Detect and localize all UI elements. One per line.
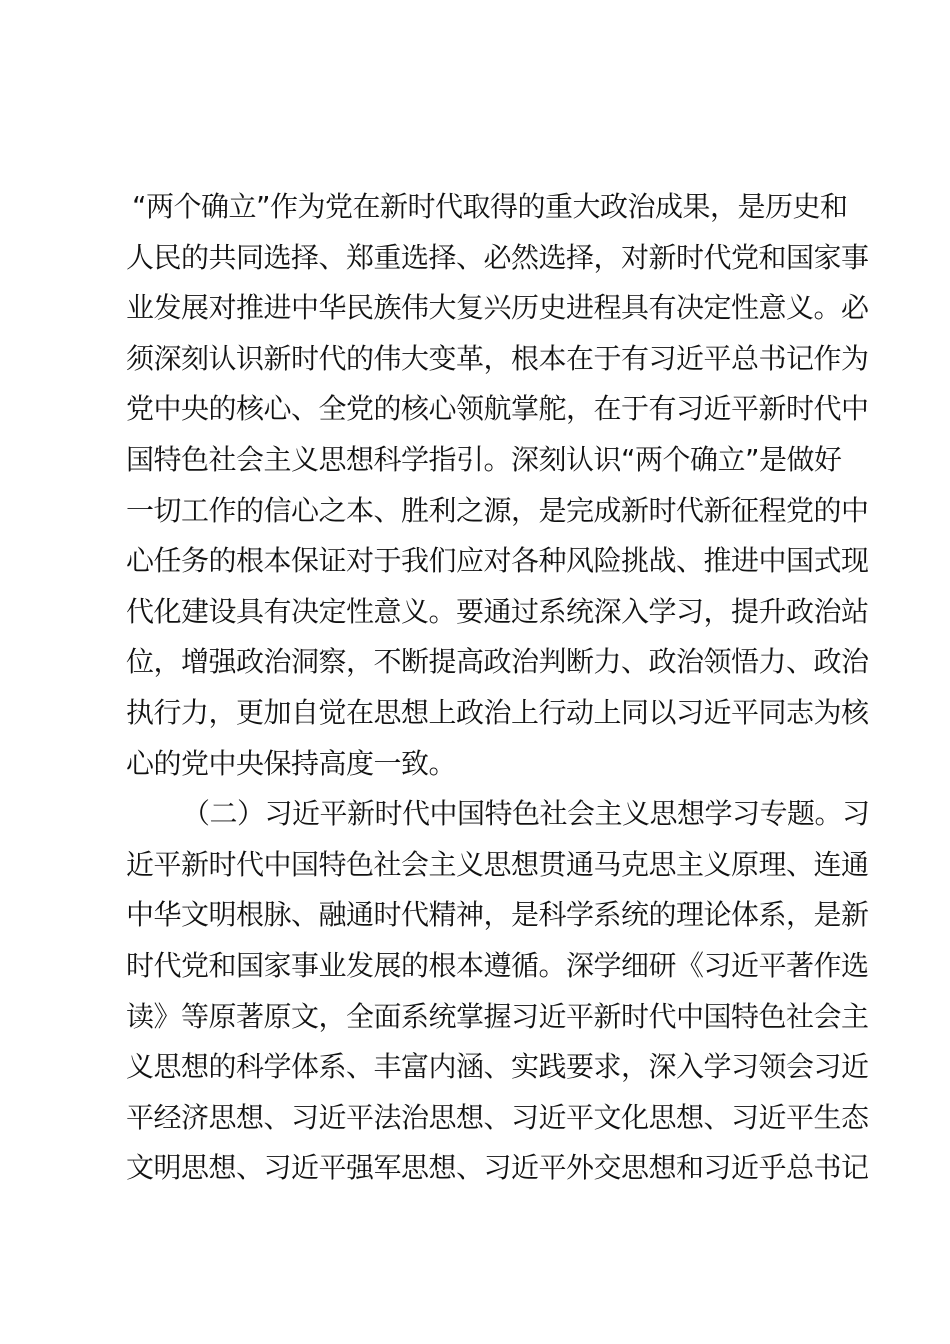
paragraph-line: 中华文明根脉、融通时代精神，是科学系统的理论体系，是新: [126, 898, 869, 932]
paragraph-line: 义思想的科学体系、丰富内涵、实践要求，深入学习领会习近: [126, 1050, 869, 1084]
paragraph-line: 一切工作的信心之本、胜利之源，是完成新时代新征程党的中: [126, 493, 869, 527]
paragraph-line: 代化建设具有决定性意义。要通过系统深入学习，提升政治站: [126, 594, 869, 628]
paragraph-line: 心的党中央保持高度一致。: [126, 746, 457, 780]
paragraph-2: [126, 789, 870, 1194]
paragraph-line: 近平新时代中国特色社会主义思想贯通马克思主义原理、连通: [126, 847, 869, 881]
paragraph-line: 文明思想、习近平强军思想、习近平外交思想和习近乎总书记: [126, 1151, 869, 1185]
paragraph-line: “两个确立”作为党在新时代取得的重大政治成果，是历史和: [132, 190, 848, 223]
paragraph-line: 党中央的核心、全党的核心领航掌舵，在于有习近平新时代中: [126, 392, 869, 426]
paragraph-line: 时代党和国家事业发展的根本遵循。深学细研《习近平著作选: [126, 948, 869, 982]
paragraph-line: 位，增强政治洞察，不断提高政治判断力、政治领悟力、政治: [126, 645, 869, 679]
document-body: [126, 182, 870, 1194]
paragraph-line: 心任务的根本保证对于我们应对各种风险挑战、推进中国式现: [126, 544, 869, 578]
paragraph-line: 平经济思想、习近平法治思想、习近平文化思想、习近平生态: [126, 1100, 869, 1134]
paragraph-line: 须深刻认识新时代的伟大变革，根本在于有习近平总书记作为: [126, 341, 869, 375]
section-heading-line: （二）习近平新时代中国特色社会主义思想学习专题。习: [182, 797, 870, 831]
paragraph-line: 国特色社会主义思想科学指引。深刻认识“两个确立”是做好: [126, 442, 842, 476]
paragraph-1: [126, 182, 869, 789]
paragraph-line: 执行力，更加自觉在思想上政治上行动上同以习近平同志为核: [126, 695, 869, 729]
paragraph-line: 人民的共同选择、郑重选择、必然选择，对新时代党和国家事: [126, 240, 869, 274]
paragraph-line: 业发展对推进中华民族伟大复兴历史进程具有决定性意义。必: [126, 291, 869, 325]
paragraph-line: 读》等原著原文，全面系统掌握习近平新时代中国特色社会主: [126, 999, 869, 1033]
